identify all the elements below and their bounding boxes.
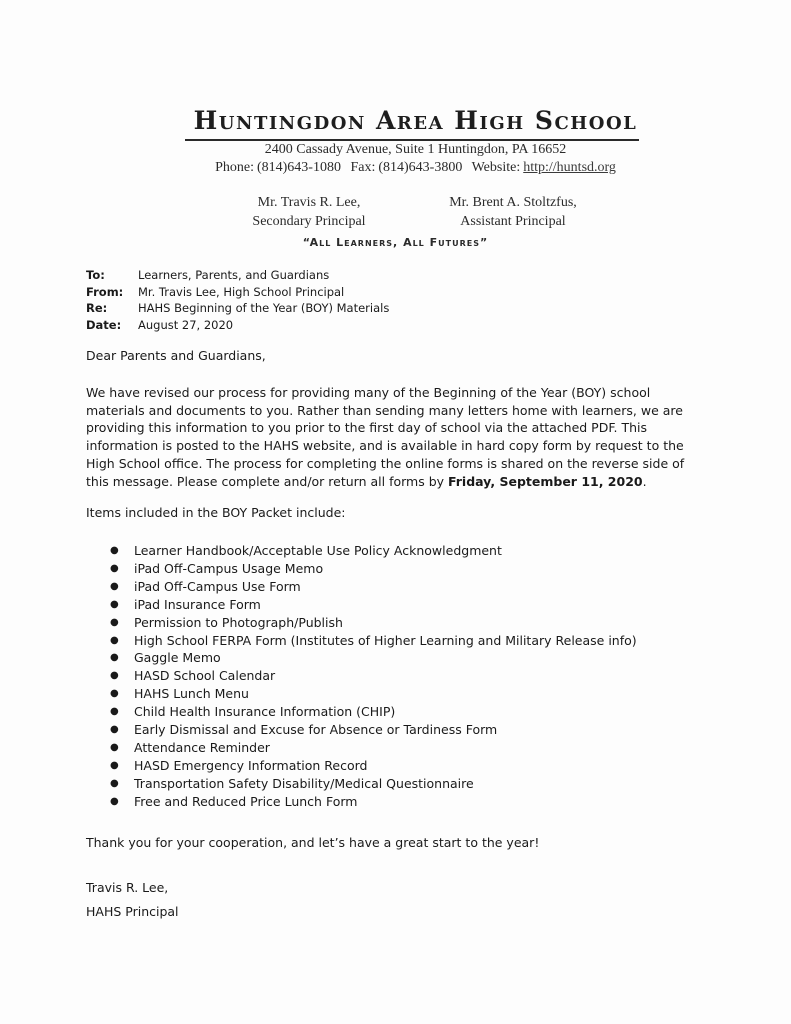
list-item bbox=[110, 596, 637, 614]
deadline-date: Friday, September 11, 2020 bbox=[448, 473, 643, 489]
list-item bbox=[110, 757, 637, 775]
list-item bbox=[110, 542, 637, 560]
memo-from-row bbox=[86, 284, 389, 301]
bullet-icon: ● bbox=[110, 688, 119, 700]
list-item-label: Permission to Photograph/Publish bbox=[134, 614, 343, 630]
memo-date-label: Date: bbox=[86, 317, 122, 332]
bullet-icon: ● bbox=[110, 616, 119, 628]
bullet-icon: ● bbox=[110, 598, 119, 610]
memo-re-row bbox=[86, 300, 389, 317]
memo-date-row bbox=[86, 317, 389, 334]
letterhead-rule bbox=[185, 139, 639, 141]
fax-number: (814)643-3800 bbox=[378, 160, 463, 175]
list-item-label: iPad Off-Campus Use Form bbox=[134, 578, 301, 594]
list-item bbox=[110, 578, 637, 596]
list-item-label: Free and Reduced Price Lunch Form bbox=[134, 793, 358, 809]
memo-from-value: Mr. Travis Lee, High School Principal bbox=[138, 284, 345, 299]
bullet-icon: ● bbox=[110, 795, 119, 807]
paragraph-end: . bbox=[642, 473, 647, 489]
memo-to-value: Learners, Parents, and Guardians bbox=[138, 268, 330, 282]
bullet-icon: ● bbox=[110, 670, 119, 682]
memo-header bbox=[86, 267, 389, 333]
body-paragraph bbox=[86, 384, 706, 490]
bullet-icon: ● bbox=[110, 562, 119, 574]
list-item bbox=[110, 739, 637, 757]
list-item-label: iPad Insurance Form bbox=[134, 596, 261, 612]
memo-date-value: August 27, 2020 bbox=[138, 317, 234, 332]
list-item-label: HAHS Lunch Menu bbox=[134, 686, 249, 702]
bullet-icon: ● bbox=[110, 741, 119, 753]
website-label: Website: bbox=[471, 160, 521, 175]
phone-label: Phone: bbox=[215, 160, 254, 175]
school-name: Huntingdon Area High School bbox=[193, 106, 638, 135]
principal-block-stoltzfus bbox=[433, 193, 593, 231]
list-item bbox=[110, 793, 637, 811]
closing-line: Thank you for your cooperation, and let’s have a great start to the year! bbox=[86, 835, 540, 850]
list-item bbox=[110, 649, 637, 667]
principal-title: Assistant Principal bbox=[460, 214, 566, 229]
list-item-label: Gaggle Memo bbox=[134, 650, 221, 666]
bullet-icon: ● bbox=[110, 777, 119, 789]
list-item-label: Child Health Insurance Information (CHIP) bbox=[134, 704, 396, 720]
list-item-label: Attendance Reminder bbox=[134, 739, 270, 755]
list-item-label: HASD School Calendar bbox=[134, 668, 276, 684]
website-link[interactable]: http://huntsd.org bbox=[523, 160, 616, 175]
bullet-icon: ● bbox=[110, 545, 119, 556]
signature-name: Travis R. Lee, bbox=[86, 880, 169, 895]
list-item bbox=[110, 721, 637, 739]
list-item bbox=[110, 614, 637, 632]
phone-number: (814)643-1080 bbox=[256, 160, 341, 175]
list-item bbox=[110, 775, 637, 793]
bullet-icon: ● bbox=[110, 759, 119, 771]
principal-title: Secondary Principal bbox=[252, 214, 366, 229]
list-item bbox=[110, 632, 637, 650]
list-item-label: Learner Handbook/Acceptable Use Policy Acknowledgment bbox=[134, 543, 502, 558]
memo-to-label: To: bbox=[86, 268, 105, 282]
bullet-icon: ● bbox=[110, 706, 119, 718]
school-address: 2400 Cassady Avenue, Suite 1 Huntingdon, PA 16652 bbox=[264, 142, 567, 157]
principal-name: Mr. Brent A. Stoltzfus, bbox=[449, 195, 577, 210]
principal-name: Mr. Travis R. Lee, bbox=[257, 195, 361, 210]
boy-items-list bbox=[110, 542, 637, 811]
list-item-label: HASD Emergency Information Record bbox=[134, 757, 368, 773]
memo-from-label: From: bbox=[86, 284, 124, 299]
paragraph-text: We have revised our process for providing many of the Beginning of the Year (BOY) school materials and documents to you. Rather than sending many letters home with learners, we are providing this information to you prior to the first day of school via the attached PDF. This information is posted to the HAHS website, and is available in hard copy form by request to the High School office. The process for completing the online forms is shared on the reverse side of this message. Please complete and/or return all forms by bbox=[86, 385, 685, 489]
list-item-label: iPad Off-Campus Usage Memo bbox=[134, 560, 324, 576]
contact-line bbox=[0, 160, 791, 176]
memo-re-label: Re: bbox=[86, 301, 108, 315]
school-motto: “All Learners, All Futures” bbox=[302, 236, 489, 249]
list-item bbox=[110, 560, 637, 578]
fax-label: Fax: bbox=[350, 160, 376, 175]
memo-re-value: HAHS Beginning of the Year (BOY) Materials bbox=[138, 301, 390, 315]
signature-title: HAHS Principal bbox=[86, 904, 179, 919]
bullet-icon: ● bbox=[110, 724, 119, 736]
bullet-icon: ● bbox=[110, 634, 119, 646]
list-item-label: High School FERPA Form (Institutes of Higher Learning and Military Release info) bbox=[134, 632, 637, 648]
list-item-label: Early Dismissal and Excuse for Absence or Tardiness Form bbox=[134, 722, 498, 738]
memo-to-row bbox=[86, 267, 389, 284]
salutation: Dear Parents and Guardians, bbox=[86, 348, 266, 363]
principal-block-lee bbox=[234, 193, 384, 231]
list-item bbox=[110, 685, 637, 703]
list-item bbox=[110, 703, 637, 721]
items-intro: Items included in the BOY Packet include: bbox=[86, 505, 346, 520]
list-item bbox=[110, 667, 637, 685]
list-item-label: Transportation Safety Disability/Medical Questionnaire bbox=[134, 775, 474, 791]
bullet-icon: ● bbox=[110, 652, 119, 664]
bullet-icon: ● bbox=[110, 580, 119, 592]
